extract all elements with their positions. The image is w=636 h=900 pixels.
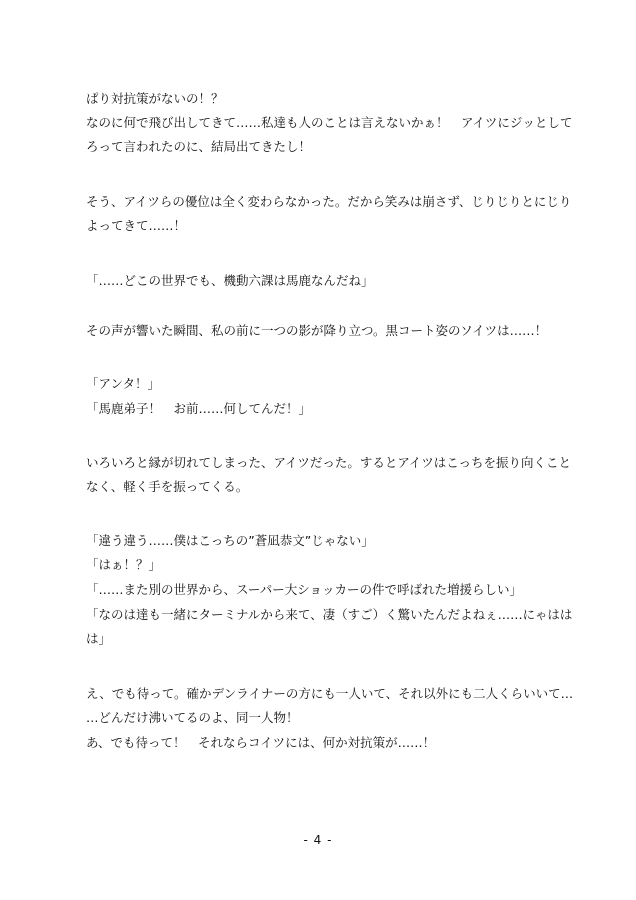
text-line: 「馬鹿弟子！ お前……何してんだ！」 — [86, 401, 312, 416]
text-line: …どんだけ沸いてるのよ、同一人物！ — [86, 710, 299, 725]
text-line: 「アンタ！」 — [86, 376, 161, 391]
text-line: 「……どこの世界でも、機動六課は馬鹿なんだね」 — [86, 273, 374, 288]
text-line: よってきて……！ — [86, 218, 187, 233]
text-line: なく、軽く手を振ってくる。 — [86, 479, 249, 494]
text-line: その声が響いた瞬間、私の前に一つの影が降り立つ。黒コート姿のソイツは……！ — [86, 323, 548, 338]
page-number: - 4 - — [303, 833, 333, 847]
text-line: ぱり対抗策がないの！？ — [86, 91, 224, 106]
text-line: 「はぁ！？」 — [86, 557, 162, 572]
text-line: なのに何で飛び出してきて……私達も人のことは言えないかぁ！ アイツにジッとして — [86, 115, 573, 130]
text-line: え、でも待って。確かデンライナーの方にも一人いて、それ以外にも二人くらいいて… — [86, 686, 574, 701]
text-line: そう、アイツらの優位は全く変わらなかった。だから笑みは崩さず、じりじりとにじり — [86, 194, 572, 209]
text-line: 「……また別の世界から、スーパー大ショッカーの件で呼ばれた増援らしい」 — [86, 582, 523, 597]
text-line: は」 — [86, 631, 112, 646]
text-line: あ、でも待って！ それならコイツには、何か対抗策が……！ — [86, 735, 436, 750]
text-line: 「なのは達も一緒にターミナルから来て、凄（すご）く驚いたんだよねぇ……にゃはは — [86, 607, 573, 622]
text-line: 「違う違う……僕はこっちの”蒼凪恭文”じゃない」 — [86, 533, 374, 548]
text-line: いろいろと縁が切れてしまった、アイツだった。するとアイツはこっちを振り向くこと — [86, 455, 572, 470]
text-line: ろって言われたのに、結局出てきたし！ — [86, 139, 312, 154]
